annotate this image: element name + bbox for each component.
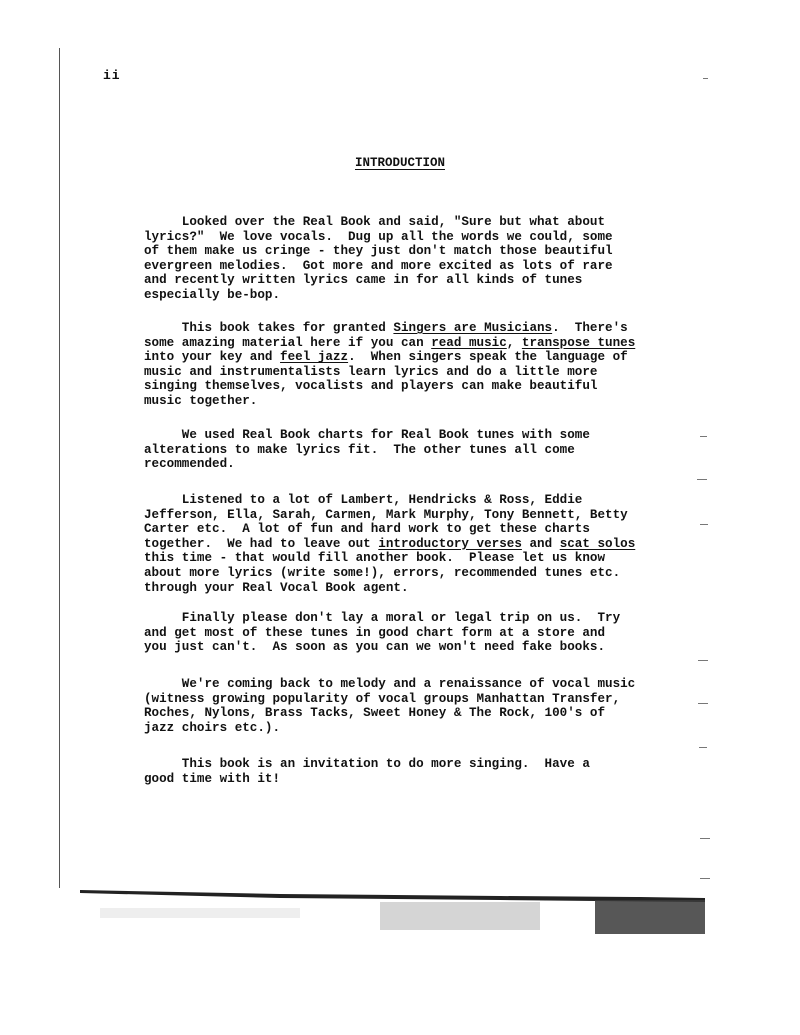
paragraph-line xyxy=(144,611,664,626)
paragraph xyxy=(144,428,664,472)
margin-tick xyxy=(698,660,708,661)
binding-edge-line xyxy=(59,48,60,888)
text-segment: together. We had to leave out xyxy=(144,536,379,551)
text-segment: . There's xyxy=(552,321,628,335)
text-segment: lyrics?" We love vocals. Dug up all the words we could, some xyxy=(144,229,613,244)
paragraph-line xyxy=(144,288,664,303)
margin-tick xyxy=(700,524,708,525)
paragraph-line xyxy=(144,706,664,721)
underlined-phrase: transpose tunes xyxy=(521,335,636,350)
text-segment: jazz choirs etc.). xyxy=(144,720,281,735)
paragraph-line xyxy=(144,692,664,707)
text-segment: of them make us cringe - they just don't match those beautiful xyxy=(144,244,613,259)
text-segment: Looked over the Real Book and said, "Sure but what about xyxy=(144,215,606,229)
text-segment: recommended. xyxy=(144,457,235,472)
paragraph-line xyxy=(144,428,664,443)
underlined-phrase: Singers are Musicians xyxy=(393,321,553,335)
paragraph xyxy=(144,677,664,735)
paragraph-line xyxy=(144,394,664,409)
text-segment: music together. xyxy=(144,393,258,408)
paragraph-line xyxy=(144,772,664,787)
text-segment: and recently written lyrics came in for all kinds of tunes xyxy=(144,273,583,288)
paragraph-line xyxy=(144,640,664,655)
text-segment: good time with it! xyxy=(144,771,281,786)
paragraph-line xyxy=(144,626,664,641)
paragraph xyxy=(144,215,664,303)
paragraph xyxy=(144,757,664,786)
text-segment: about more lyrics (write some!), errors, recommended tunes etc. xyxy=(144,565,621,580)
text-segment: this time - that would fill another book. Please let us know xyxy=(144,551,606,566)
paragraph-line xyxy=(144,566,664,581)
paragraph xyxy=(144,321,664,409)
paragraph-line xyxy=(144,230,664,245)
text-segment: especially be-bop. xyxy=(144,287,281,302)
text-segment: music and instrumentalists learn lyrics and do a little more xyxy=(144,364,598,379)
paragraph xyxy=(144,611,664,655)
underlined-phrase: scat solos xyxy=(559,536,636,551)
margin-tick xyxy=(697,479,707,480)
text-segment: Carter etc. A lot of fun and hard work to get these charts xyxy=(144,522,590,537)
paragraph-line xyxy=(144,508,664,523)
text-segment: This book is an invitation to do more singing. Have a xyxy=(144,757,590,771)
text-segment: Jefferson, Ella, Sarah, Carmen, Mark Murphy, Tony Bennett, Betty xyxy=(144,507,628,522)
margin-tick xyxy=(700,436,707,437)
paragraph-line xyxy=(144,443,664,458)
paragraph-line xyxy=(144,551,664,566)
paragraph-line xyxy=(144,522,664,537)
margin-tick xyxy=(703,78,708,79)
page-title xyxy=(0,156,800,170)
title-text: INTRODUCTION xyxy=(354,156,445,170)
text-segment: . When singers speak the language of xyxy=(348,350,628,365)
text-segment: through your Real Vocal Book agent. xyxy=(144,580,409,595)
paragraph-line xyxy=(144,537,664,552)
paragraph-line xyxy=(144,336,664,351)
margin-tick xyxy=(699,747,707,748)
margin-tick xyxy=(698,703,708,704)
paragraph-line xyxy=(144,457,664,472)
paragraph-line xyxy=(144,259,664,274)
text-segment: (witness growing popularity of vocal groups Manhattan Transfer, xyxy=(144,691,621,706)
margin-tick xyxy=(700,838,710,839)
text-segment: We used Real Book charts for Real Book tunes with some xyxy=(144,428,590,442)
text-segment: This book takes for granted xyxy=(144,321,394,335)
paragraph-line xyxy=(144,244,664,259)
text-segment: alterations to make lyrics fit. The other tunes all come xyxy=(144,442,575,457)
paragraph-line xyxy=(144,757,664,772)
paragraph xyxy=(144,493,664,595)
scan-edge-band xyxy=(80,888,705,944)
text-segment: and xyxy=(521,536,560,551)
text-segment: you just can't. As soon as you can we won't need fake books. xyxy=(144,640,606,655)
paragraph-line xyxy=(144,721,664,736)
paragraph-line xyxy=(144,273,664,288)
text-segment: , xyxy=(506,335,522,350)
paragraph-line xyxy=(144,215,664,230)
text-segment: Listened to a lot of Lambert, Hendricks & Ross, Eddie xyxy=(144,493,583,507)
paragraph-line xyxy=(144,677,664,692)
page-number: ii xyxy=(103,68,121,83)
underlined-phrase: feel jazz xyxy=(280,350,349,365)
text-segment: singing themselves, vocalists and players can make beautiful xyxy=(144,379,598,394)
underlined-phrase: read music xyxy=(431,335,507,350)
text-segment: and get most of these tunes in good chart form at a store and xyxy=(144,625,606,640)
underlined-phrase: introductory verses xyxy=(378,536,522,551)
paragraph-line xyxy=(144,321,664,336)
paragraph-line xyxy=(144,581,664,596)
paragraph-line xyxy=(144,350,664,365)
text-segment: We're coming back to melody and a renaissance of vocal music xyxy=(144,677,636,691)
text-segment: Roches, Nylons, Brass Tacks, Sweet Honey & The Rock, 100's of xyxy=(144,706,606,721)
paragraph-line xyxy=(144,379,664,394)
text-segment: into your key and xyxy=(144,350,281,365)
margin-tick xyxy=(700,878,710,879)
text-segment: evergreen melodies. Got more and more excited as lots of rare xyxy=(144,258,613,273)
text-segment: some amazing material here if you can xyxy=(144,335,432,350)
paragraph-line xyxy=(144,493,664,508)
paragraph-line xyxy=(144,365,664,380)
text-segment: Finally please don't lay a moral or legal trip on us. Try xyxy=(144,611,621,625)
